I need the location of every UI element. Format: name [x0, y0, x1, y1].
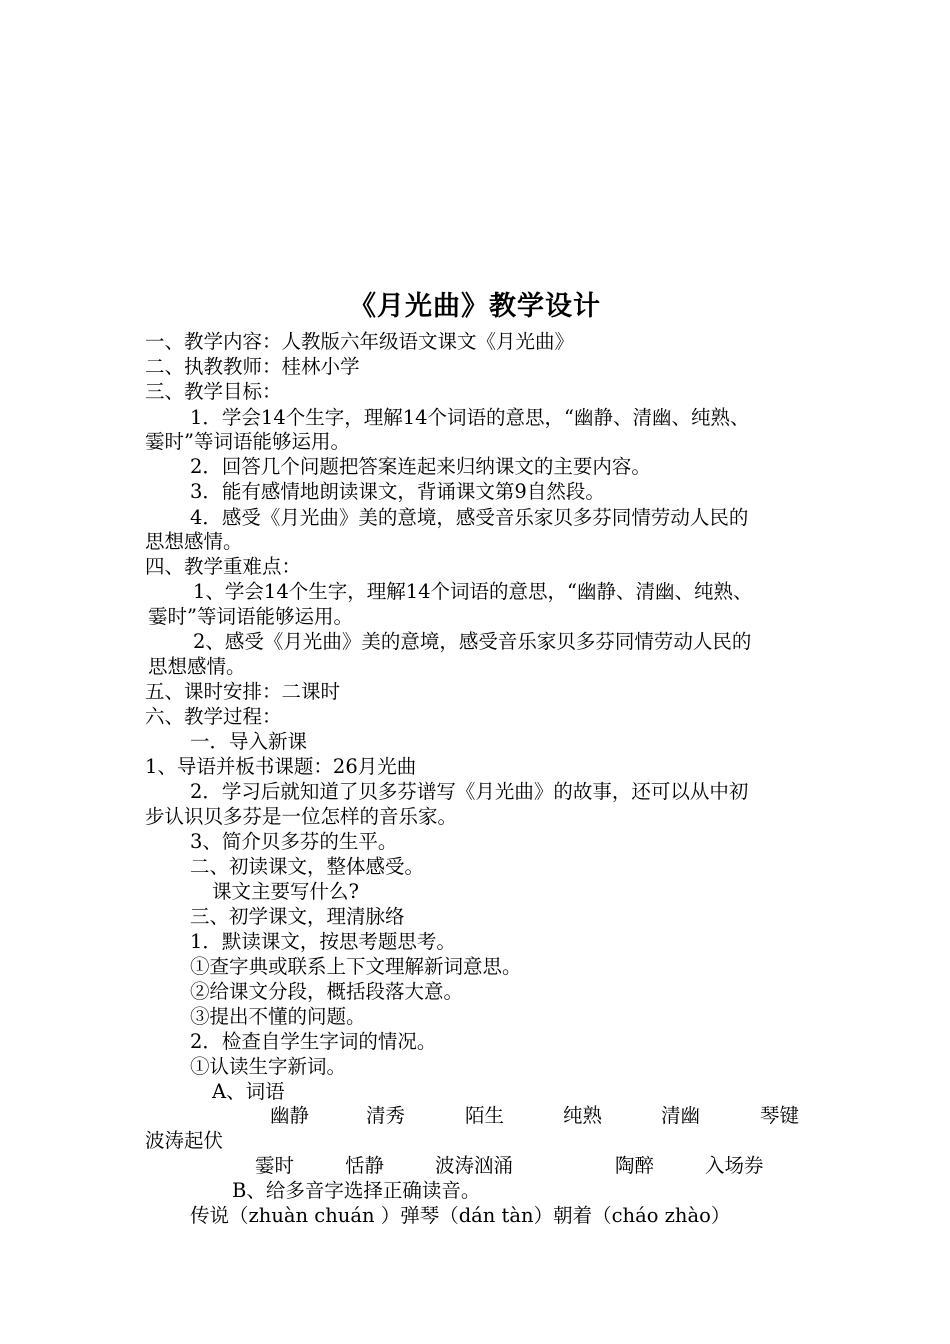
key-point-1-line-2: 霎时”等词语能够运用。 [148, 605, 353, 628]
goal-4-line-1: 4．感受《月光曲》美的意境，感受音乐家贝多芬同情劳动人民的 [190, 506, 749, 529]
vocab-word: 纯熟 [563, 1104, 603, 1127]
step-3-item-2: 2．检查自学生字词的情况。 [190, 1030, 437, 1053]
vocab-word: 琴键 [760, 1104, 800, 1127]
vocab-heading-a: A、词语 [212, 1080, 285, 1103]
vocab-word: 入场券 [705, 1154, 764, 1177]
goal-1-line-1: 1．学会14个生字，理解14个词语的意思，“幽静、清幽、纯熟、 [190, 406, 750, 429]
vocab-word-wrap: 波涛起伏 [145, 1129, 224, 1152]
goal-2: 2．回答几个问题把答案连起来归纳课文的主要内容。 [190, 455, 651, 478]
step-3-item-1a: ①查字典或联系上下文理解新词意思。 [190, 955, 522, 978]
step-3-item-1c: ③提出不懂的问题。 [190, 1005, 366, 1028]
section-goals-heading: 三、教学目标： [145, 380, 282, 403]
step-2-heading: 二、初读课文，整体感受。 [190, 855, 425, 878]
step-1-item-1: 1、导语并板书课题：26月光曲 [145, 755, 417, 778]
goal-1-line-2: 霎时”等词语能够运用。 [145, 430, 350, 453]
section-teaching-content: 一、教学内容：人教版六年级语文课文《月光曲》 [145, 330, 575, 353]
step-3-item-1b: ②给课文分段，概括段落大意。 [190, 980, 464, 1003]
vocab-heading-b: B、给多音字选择正确读音。 [232, 1179, 481, 1202]
key-point-2-line-1: 2、感受《月光曲》美的意境，感受音乐家贝多芬同情劳动人民的 [193, 630, 752, 653]
step-3-item-2a: ①认读生字新词。 [190, 1055, 347, 1078]
vocab-word: 波涛汹涌 [435, 1154, 514, 1177]
step-3-item-1: 1．默读课文，按思考题思考。 [190, 930, 456, 953]
vocab-word: 清秀 [366, 1104, 406, 1127]
pinyin-exercise: 传说（zhuàn chuán ）弹琴（dán tàn）朝着（cháo zhào） [190, 1204, 731, 1227]
goal-4-line-2: 思想感情。 [145, 530, 243, 553]
vocab-word: 霎时 [255, 1154, 295, 1177]
key-point-1-line-1: 1、学会14个生字，理解14个词语的意思，“幽静、清幽、纯熟、 [193, 580, 753, 603]
step-2-question: 课文主要写什么? [212, 880, 359, 903]
section-teacher: 二、执教教师：桂林小学 [145, 355, 360, 378]
vocab-word: 清幽 [661, 1104, 701, 1127]
section-key-points-heading: 四、教学重难点： [145, 555, 302, 578]
vocab-word: 恬静 [345, 1154, 385, 1177]
step-1-item-2-line-2: 步认识贝多芬是一位怎样的音乐家。 [145, 805, 458, 828]
goal-3: 3．能有感情地朗读课文，背诵课文第9自然段。 [190, 480, 605, 503]
step-1-item-2-line-1: 2．学习后就知道了贝多芬谱写《月光曲》的故事，还可以从中初 [190, 780, 749, 803]
step-3-heading: 三、初学课文，理清脉络 [190, 905, 405, 928]
step-1-heading: 一．导入新课 [190, 730, 308, 753]
document-title: 《月光曲》教学设计 [349, 291, 601, 322]
section-process-heading: 六、教学过程： [145, 705, 282, 728]
vocab-word: 幽静 [270, 1104, 310, 1127]
section-schedule: 五、课时安排：二课时 [145, 680, 341, 703]
key-point-2-line-2: 思想感情。 [148, 655, 246, 678]
vocab-word: 陌生 [465, 1104, 505, 1127]
step-1-item-3: 3、简介贝多芬的生平。 [190, 830, 398, 853]
vocab-word: 陶醉 [615, 1154, 655, 1177]
